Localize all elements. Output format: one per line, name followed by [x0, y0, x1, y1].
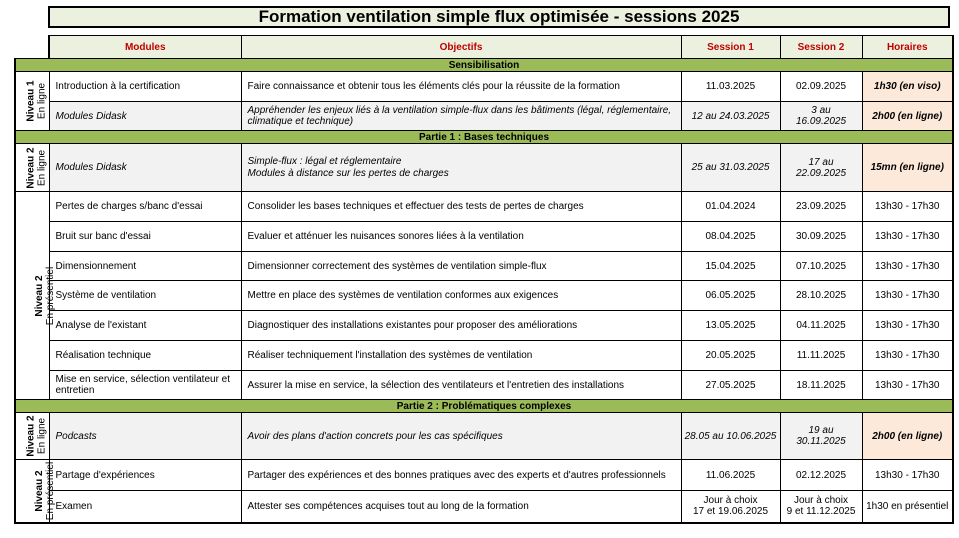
session1-cell: 27.05.2025 [681, 371, 780, 400]
header-horaires: Horaires [862, 36, 953, 59]
session1-cell: 25 au 31.03.2025 [681, 144, 780, 192]
session1-cell: Jour à choix 17 et 19.06.2025 [681, 491, 780, 523]
header-objectifs: Objectifs [241, 36, 681, 59]
schedule-table [14, 35, 954, 524]
objective-cell: Réaliser techniquement l'installation des systèmes de ventilation [241, 341, 681, 371]
horaire-cell: 2h00 (en ligne) [862, 413, 953, 460]
session2-cell: 28.10.2025 [780, 281, 862, 311]
session2-cell: 11.11.2025 [780, 341, 862, 371]
objective-cell: Faire connaissance et obtenir tous les éléments clés pour la réussite de la formation [241, 72, 681, 102]
objective-cell: Simple-flux : légal et réglementaire Modules à distance sur les pertes de charges [241, 144, 681, 192]
level-label: Niveau 2 En ligne [15, 144, 49, 192]
session1-cell: 11.03.2025 [681, 72, 780, 102]
level-label: Niveau 1 En ligne [15, 72, 49, 131]
table-row [15, 413, 953, 460]
session2-cell: 02.09.2025 [780, 72, 862, 102]
horaire-cell: 2h00 (en ligne) [862, 102, 953, 131]
session2-cell: 17 au 22.09.2025 [780, 144, 862, 192]
table-row [15, 72, 953, 102]
table-row [15, 371, 953, 400]
table-row [15, 252, 953, 281]
session1-cell: 01.04.2024 [681, 192, 780, 222]
section-partie2: Partie 2 : Problématiques complexes [15, 400, 953, 413]
section-row [15, 131, 953, 144]
session2-cell: 04.11.2025 [780, 311, 862, 341]
session1-cell: 11.06.2025 [681, 460, 780, 491]
objective-cell: Appréhender les enjeux liés à la ventilation simple-flux dans les bâtiments (légal, réglementaire, climatique et technique) [241, 102, 681, 131]
session2-cell: 19 au 30.11.2025 [780, 413, 862, 460]
session1-cell: 06.05.2025 [681, 281, 780, 311]
session2-cell: 02.12.2025 [780, 460, 862, 491]
session1-cell: 13.05.2025 [681, 311, 780, 341]
objective-cell: Diagnostiquer des installations existantes pour proposer des améliorations [241, 311, 681, 341]
section-row [15, 59, 953, 72]
objective-cell: Mettre en place des systèmes de ventilation conformes aux exigences [241, 281, 681, 311]
module-cell: Bruit sur banc d'essai [49, 222, 241, 252]
horaire-cell: 13h30 - 17h30 [862, 460, 953, 491]
session1-cell: 08.04.2025 [681, 222, 780, 252]
module-cell: Réalisation technique [49, 341, 241, 371]
table-row [15, 102, 953, 131]
table-row [15, 460, 953, 491]
table-row [15, 491, 953, 523]
session2-cell: 07.10.2025 [780, 252, 862, 281]
horaire-cell: 13h30 - 17h30 [862, 281, 953, 311]
horaire-cell: 13h30 - 17h30 [862, 252, 953, 281]
session2-cell: 23.09.2025 [780, 192, 862, 222]
level-label: Niveau 2 En présentiel [15, 460, 49, 523]
horaire-cell: 13h30 - 17h30 [862, 371, 953, 400]
header-modules: Modules [49, 36, 241, 59]
objective-cell: Avoir des plans d'action concrets pour les cas spécifiques [241, 413, 681, 460]
module-cell: Dimensionnement [49, 252, 241, 281]
session2-cell: 18.11.2025 [780, 371, 862, 400]
table-row [15, 192, 953, 222]
horaire-cell: 13h30 - 17h30 [862, 192, 953, 222]
module-cell: Mise en service, sélection ventilateur et entretien [49, 371, 241, 400]
section-partie1: Partie 1 : Bases techniques [15, 131, 953, 144]
objective-cell: Consolider les bases techniques et effectuer des tests de pertes de charges [241, 192, 681, 222]
module-cell: Système de ventilation [49, 281, 241, 311]
table-row [15, 311, 953, 341]
table-row [15, 222, 953, 252]
section-sensibilisation: Sensibilisation [15, 59, 953, 72]
objective-cell: Assurer la mise en service, la sélection des ventilateurs et l'entretien des installations [241, 371, 681, 400]
session1-cell: 12 au 24.03.2025 [681, 102, 780, 131]
objective-cell: Attester ses compétences acquises tout au long de la formation [241, 491, 681, 523]
module-cell: Modules Didask [49, 102, 241, 131]
horaire-cell: 15mn (en ligne) [862, 144, 953, 192]
session2-cell: Jour à choix 9 et 11.12.2025 [780, 491, 862, 523]
level-label: Niveau 2 En ligne [15, 413, 49, 460]
horaire-cell: 1h30 (en viso) [862, 72, 953, 102]
horaire-cell: 13h30 - 17h30 [862, 311, 953, 341]
module-cell: Podcasts [49, 413, 241, 460]
module-cell: Analyse de l'existant [49, 311, 241, 341]
header-row [15, 36, 953, 59]
horaire-cell: 1h30 en présentiel [862, 491, 953, 523]
objective-cell: Dimensionner correctement des systèmes de ventilation simple-flux [241, 252, 681, 281]
session2-cell: 3 au 16.09.2025 [780, 102, 862, 131]
module-cell: Examen [49, 491, 241, 523]
objective-cell: Evaluer et atténuer les nuisances sonores liées à la ventilation [241, 222, 681, 252]
section-row [15, 400, 953, 413]
objective-cell: Partager des expériences et des bonnes pratiques avec des experts et d'autres professionnels [241, 460, 681, 491]
horaire-cell: 13h30 - 17h30 [862, 222, 953, 252]
session1-cell: 15.04.2025 [681, 252, 780, 281]
table-row [15, 281, 953, 311]
table-row [15, 144, 953, 192]
header-session1: Session 1 [681, 36, 780, 59]
session2-cell: 30.09.2025 [780, 222, 862, 252]
header-session2: Session 2 [780, 36, 862, 59]
page-title: Formation ventilation simple flux optimisée - sessions 2025 [48, 6, 950, 28]
header-blank [15, 36, 49, 59]
module-cell: Partage d'expériences [49, 460, 241, 491]
module-cell: Pertes de charges s/banc d'essai [49, 192, 241, 222]
horaire-cell: 13h30 - 17h30 [862, 341, 953, 371]
module-cell: Introduction à la certification [49, 72, 241, 102]
level-label: Niveau 2 En présentiel [15, 192, 49, 400]
session1-cell: 20.05.2025 [681, 341, 780, 371]
module-cell: Modules Didask [49, 144, 241, 192]
session1-cell: 28.05 au 10.06.2025 [681, 413, 780, 460]
table-row [15, 341, 953, 371]
